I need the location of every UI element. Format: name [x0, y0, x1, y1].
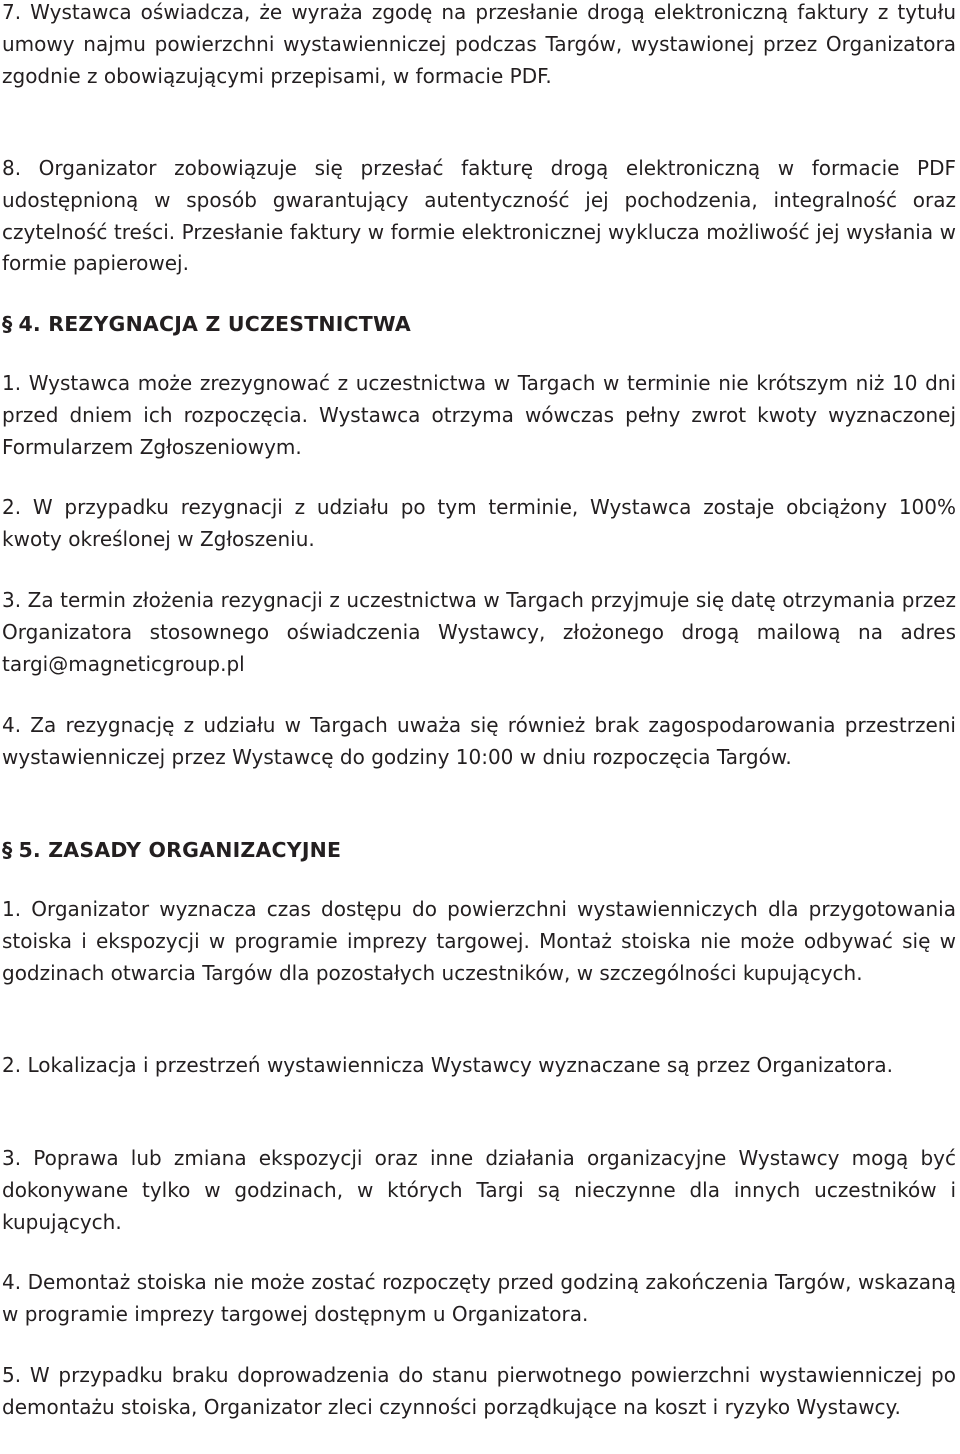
paragraph-8: 8. Organizator zobowiązuje się przesłać fakturę drogą elektroniczną w formacie PDF udostępnioną w sposób gwarantujący autentyczność jej pochodzenia, integralność oraz czytelność treści. Przesłanie faktury w formie elektronicznej wyklucza możliwość jej wysłania w formie papierowej. — [2, 156, 956, 276]
section-5-paragraph-4: 4. Demontaż stoiska nie może zostać rozpoczęty przed godziną zakończenia Targów, wskazaną w programie imprezy targowej dostępnym u Organizatora. — [2, 1270, 956, 1326]
section-5-paragraph-3: 3. Poprawa lub zmiana ekspozycji oraz inne działania organizacyjne Wystawcy mogą być dokonywane tylko w godzinach, w których Targi są nieczynne dla innych uczestników i kupujących. — [2, 1146, 956, 1234]
section-4-paragraph-2: 2. W przypadku rezygnacji z udziału po tym terminie, Wystawca zostaje obciążony 100% kwoty określonej w Zgłoszeniu. — [2, 495, 956, 551]
section-symbol: § — [2, 838, 13, 862]
section-5-title: 5. ZASADY ORGANIZACYJNE — [18, 838, 342, 862]
section-symbol: § — [2, 312, 13, 336]
section-5-paragraph-1: 1. Organizator wyznacza czas dostępu do powierzchni wystawienniczych dla przygotowania stoiska i ekspozycji w programie imprezy targowej. Montaż stoiska nie może odbywać się w godzinach otwarcia Targów dla pozostałych uczestników, w szczególności kupujących. — [2, 897, 956, 985]
section-4-title: 4. REZYGNACJA Z UCZESTNICTWA — [18, 312, 411, 336]
section-5-paragraph-5: 5. W przypadku braku doprowadzenia do stanu pierwotnego powierzchni wystawienniczej po demontażu stoiska, Organizator zleci czynności porządkujące na koszt i ryzyko Wystawcy. — [2, 1363, 956, 1419]
section-4-paragraph-3: 3. Za termin złożenia rezygnacji z uczestnictwa w Targach przyjmuje się datę otrzymania przez Organizatora stosownego oświadczenia Wystawcy, złożonego drogą mailową na adres targi@magneticgroup.pl — [2, 588, 956, 676]
section-5-heading — [2, 835, 341, 865]
paragraph-7: 7. Wystawca oświadcza, że wyraża zgodę na przesłanie drogą elektroniczną faktury z tytułu umowy najmu powierzchni wystawienniczej podczas Targów, wystawionej przez Organizatora zgodnie z obowiązującymi przepisami, w formacie PDF. — [2, 0, 956, 88]
section-4-heading — [2, 309, 411, 339]
section-4-paragraph-4: 4. Za rezygnację z udziału w Targach uważa się również brak zagospodarowania przestrzeni wystawienniczej przez Wystawcę do godziny 10:00 w dniu rozpoczęcia Targów. — [2, 713, 956, 769]
section-5-paragraph-2: 2. Lokalizacja i przestrzeń wystawiennicza Wystawcy wyznaczane są przez Organizatora. — [2, 1053, 893, 1077]
section-4-paragraph-1: 1. Wystawca może zrezygnować z uczestnictwa w Targach w terminie nie krótszym niż 10 dni przed dniem ich rozpoczęcia. Wystawca otrzyma wówczas pełny zwrot kwoty wyznaczonej Formularzem Zgłoszeniowym. — [2, 371, 956, 459]
